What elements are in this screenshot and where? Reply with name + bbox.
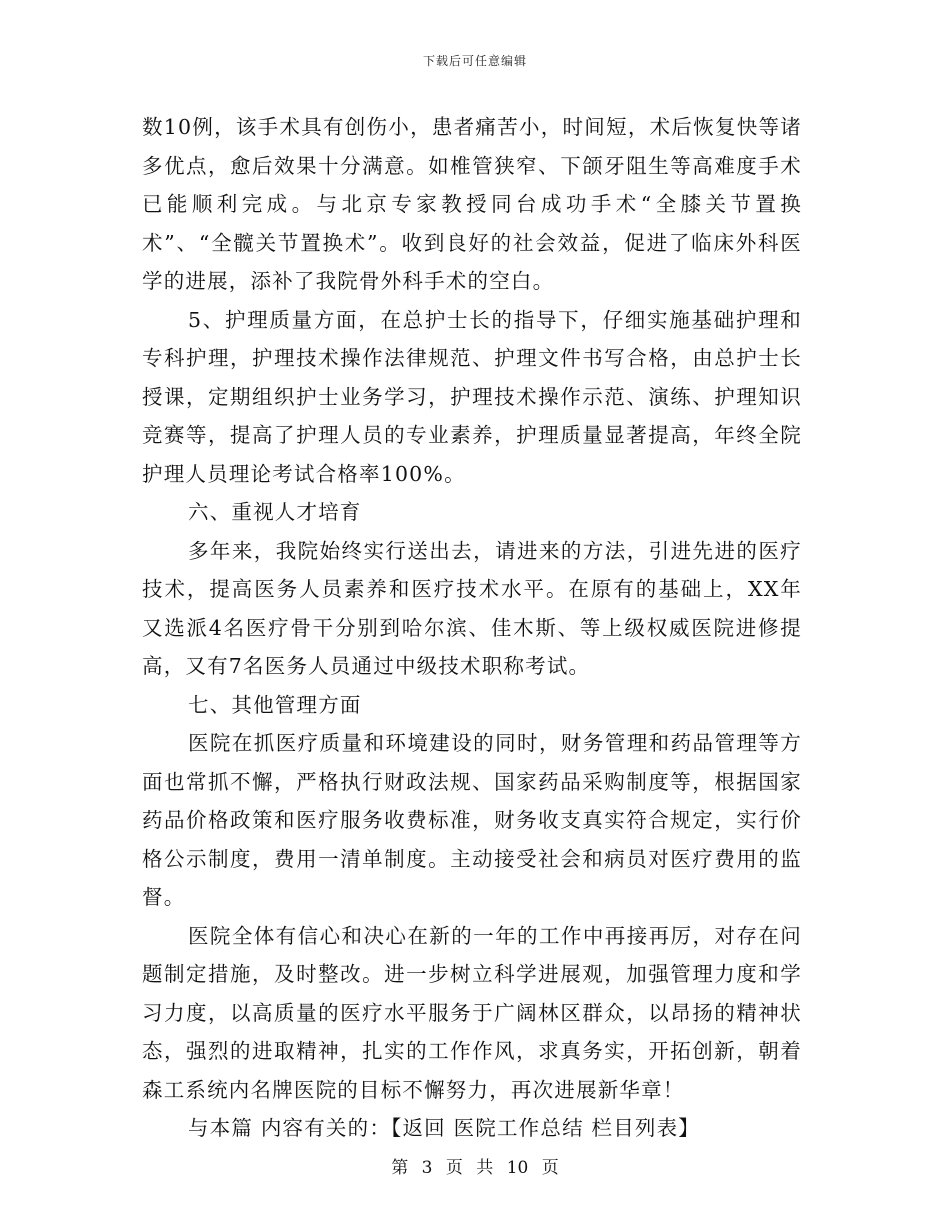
page-number-footer: 第 3 页 共 10 页 (391, 1158, 559, 1178)
paragraph-other-management: 医院在抓医疗质量和环境建设的同时，财务管理和药品管理等方面也常抓不懈，严格执行财政法规、国家药品采购制度等，根据国家药品价格政策和医疗服务收费标准，财务收支真实符合规定，实行价格公示制度，费用一清单制度。主动接受社会和病员对医疗费用的监督。 (142, 731, 802, 909)
document-body (142, 108, 802, 1148)
section-heading-other-management: 七、其他管理方面 (188, 692, 362, 717)
paragraph-conclusion: 医院全体有信心和决心在新的一年的工作中再接再厉，对存在问题制定措施，及时整改。进一步树立科学进展观，加强管理力度和学习力度，以高质量的医疗水平服务于广阔林区群众，以昂扬的精神状态，强烈的进取精神，扎实的工作作风，求真务实，开拓创新，朝着森工系统内名牌医院的目标不懈努力，再次进展新华章！ (142, 923, 802, 1102)
paragraph-surgery-continuation: 数10例，该手术具有创伤小，患者痛苦小，时间短，术后恢复快等诸多优点，愈后效果十分满意。如椎管狭窄、下颌牙阻生等高难度手术已能顺利完成。与北京专家教授同台成功手术“全膝关节置换术”、“全髋关节置换术”。收到良好的社会效益，促进了临床外科医学的进展，添补了我院骨外科手术的空白。 (142, 115, 802, 293)
section-heading-talent-training: 六、重视人才培育 (188, 500, 362, 524)
paragraph-nursing-quality: 5、护理质量方面，在总护士长的指导下，仔细实施基础护理和专科护理，护理技术操作法律规范、护理文件书写合格，由总护士长授课，定期组织护士业务学习，护理技术操作示范、演练、护理知识竞赛等，提高了护理人员的专业素养，护理质量显著提高，年终全院护理人员理论考试合格率100%。 (142, 307, 802, 486)
page-header: 下载后可任意编辑 (422, 54, 527, 68)
paragraph-talent-training: 多年来，我院始终实行送出去，请进来的方法，引进先进的医疗技术，提高医务人员素养和医疗技术水平。在原有的基础上，XX年又选派4名医疗骨干分别到哈尔滨、佳木斯、等上级权威医院进修提高，又有7名医务人员通过中级技术职称考试。 (142, 538, 802, 678)
related-content-link[interactable]: 与本篇 内容有关的：【返回 医院工作总结 栏目列表】 (188, 1116, 700, 1140)
